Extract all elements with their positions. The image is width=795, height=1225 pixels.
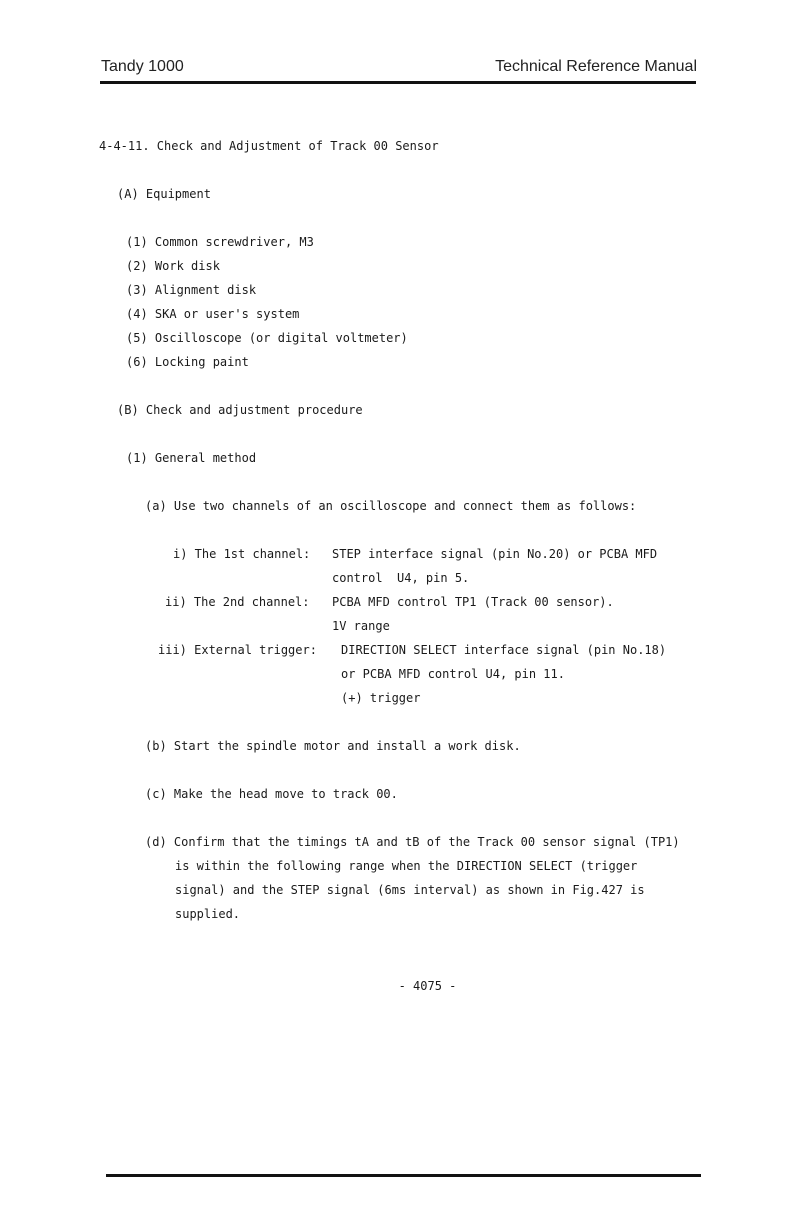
channel-1-text: control U4, pin 5. xyxy=(332,571,470,585)
header-title-left: Tandy 1000 xyxy=(101,58,184,75)
step-a: (a) Use two channels of an oscilloscope and connect them as follows: xyxy=(145,499,637,513)
channel-1-text: STEP interface signal (pin No.20) or PCBA MFD xyxy=(332,547,658,561)
external-trigger-text: (+) trigger xyxy=(341,691,421,705)
equipment-item: (3) Alignment disk xyxy=(126,283,257,297)
general-method-heading: (1) General method xyxy=(126,451,257,465)
page-number: - 4075 - xyxy=(398,979,457,993)
header-rule xyxy=(100,81,696,84)
equipment-item: (6) Locking paint xyxy=(126,355,249,369)
external-trigger-label: iii) External trigger: xyxy=(158,643,317,657)
step-d: (d) Confirm that the timings tA and tB of the Track 00 sensor signal (TP1) xyxy=(145,835,680,849)
channel-2-label: ii) The 2nd channel: xyxy=(165,595,310,609)
channel-2-text: 1V range xyxy=(332,619,390,633)
external-trigger-text: or PCBA MFD control U4, pin 11. xyxy=(341,667,565,681)
procedure-heading: (B) Check and adjustment procedure xyxy=(117,403,363,417)
equipment-item: (4) SKA or user's system xyxy=(126,307,300,321)
header-title-right: Technical Reference Manual xyxy=(495,58,697,75)
external-trigger-text: DIRECTION SELECT interface signal (pin No.18) xyxy=(341,643,667,657)
channel-1-label: i) The 1st channel: xyxy=(173,547,311,561)
step-d: supplied. xyxy=(175,907,241,921)
section-title: 4-4-11. Check and Adjustment of Track 00 Sensor xyxy=(99,139,439,153)
step-d: signal) and the STEP signal (6ms interval) as shown in Fig.427 is xyxy=(175,883,645,897)
equipment-item: (1) Common screwdriver, M3 xyxy=(126,235,314,249)
channel-2-text: PCBA MFD control TP1 (Track 00 sensor). xyxy=(332,595,614,609)
footer-rule xyxy=(106,1174,701,1177)
step-d: is within the following range when the DIRECTION SELECT (trigger xyxy=(175,859,638,873)
step-b: (b) Start the spindle motor and install a work disk. xyxy=(145,739,521,753)
equipment-item: (5) Oscilloscope (or digital voltmeter) xyxy=(126,331,408,345)
equipment-item: (2) Work disk xyxy=(126,259,220,273)
equipment-heading: (A) Equipment xyxy=(117,187,211,201)
step-c: (c) Make the head move to track 00. xyxy=(145,787,398,801)
